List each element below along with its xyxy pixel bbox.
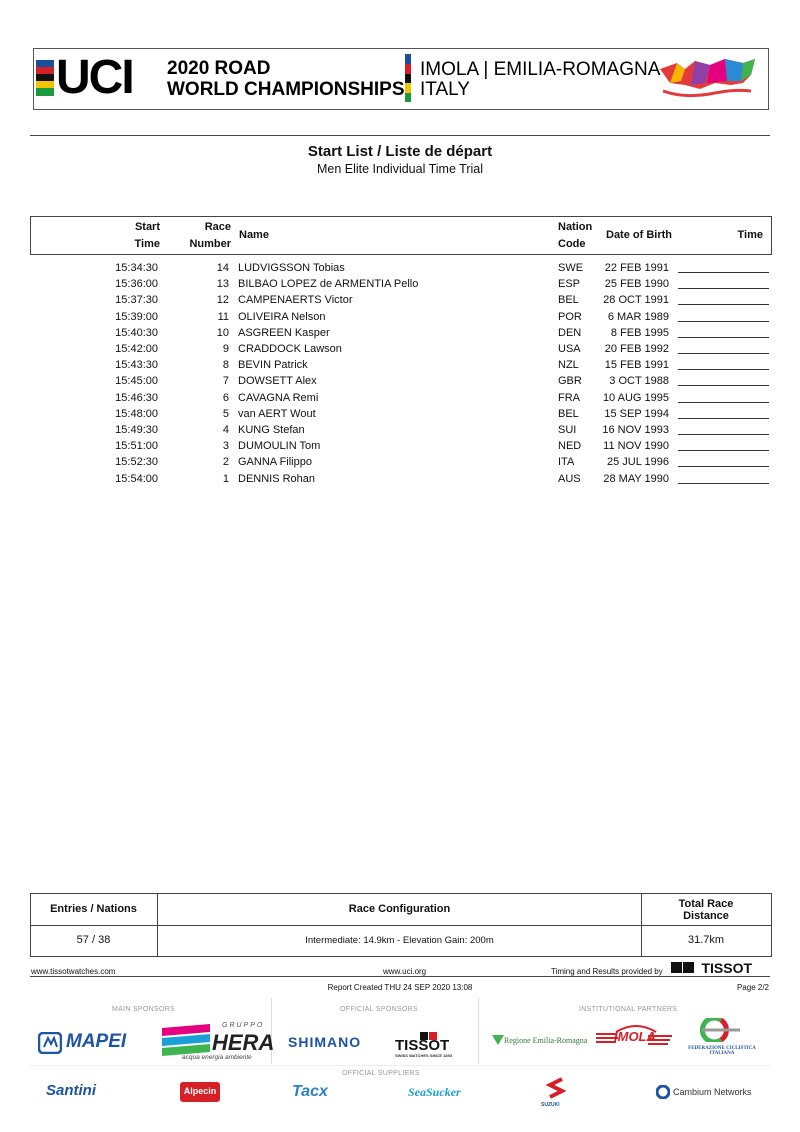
fci-logo: FEDERAZIONE CICLISTICA ITALIANA [688, 1046, 756, 1056]
rider-name: LUDVIGSSON Tobias [238, 262, 345, 274]
nation-code: DEN [558, 326, 582, 339]
seasucker-logo: SeaSucker [408, 1085, 461, 1099]
race-number: 12 [216, 294, 229, 307]
nation-code: ESP [558, 278, 581, 291]
table-header [30, 216, 772, 255]
time-entry-line [678, 337, 769, 338]
nation-code: ITA [558, 456, 575, 469]
date-of-birth: 25 JUL 1996 [607, 456, 669, 469]
nation-code: NZL [558, 359, 579, 372]
date-of-birth: 10 AUG 1995 [602, 391, 669, 404]
distance-label [642, 898, 770, 922]
date-of-birth: 28 MAY 1990 [603, 472, 669, 485]
time-entry-line [678, 304, 769, 305]
rainbow-divider [405, 54, 411, 102]
col-start-time [135, 219, 160, 253]
time-entry-line [678, 434, 769, 435]
time-entry-line [678, 353, 769, 354]
tissot-timing-brand: TISSOT [701, 960, 753, 976]
start-time: 15:48:00 [115, 407, 158, 420]
rider-name: BILBAO LOPEZ de ARMENTIA Pello [238, 278, 419, 291]
footer-rule [30, 976, 770, 977]
venue-line-1: IMOLA | EMILIA-ROMAGNA [420, 59, 661, 80]
col-nation-line2: Code [558, 238, 586, 250]
start-time: 15:36:00 [115, 278, 158, 291]
table-row [30, 422, 770, 438]
nation-code: SUI [558, 424, 577, 436]
table-row [30, 309, 770, 325]
time-entry-line [678, 321, 769, 322]
event-title [167, 58, 405, 100]
col-start-line1: Start [134, 221, 160, 233]
start-time: 15:39:00 [115, 310, 158, 323]
rider-name: CAMPENAERTS Victor [238, 294, 353, 307]
table-row [30, 390, 770, 406]
start-time: 15:49:30 [115, 424, 158, 436]
nation-code: FRA [558, 391, 580, 404]
table-row [30, 325, 770, 341]
date-of-birth: 22 FEB 1991 [604, 262, 669, 274]
table-row [30, 276, 770, 292]
report-created: Report Created THU 24 SEP 2020 13:08 [327, 983, 473, 992]
time-entry-line [678, 418, 769, 419]
cambium-logo-icon [656, 1085, 670, 1099]
col-nation-line1: Nation [558, 221, 593, 233]
time-entry-line [678, 402, 769, 403]
table-row [30, 260, 770, 276]
race-number: 14 [216, 262, 229, 274]
date-of-birth: 16 NOV 1993 [602, 424, 669, 436]
nation-code: POR [558, 310, 582, 323]
venue [420, 60, 660, 100]
start-time: 15:51:00 [115, 440, 158, 453]
race-number: 3 [222, 440, 229, 453]
mapei-logo: MAPEI [66, 1031, 127, 1052]
rider-name: GANNA Filippo [238, 456, 312, 469]
nation-code: GBR [558, 375, 582, 388]
race-number: 4 [222, 424, 229, 436]
rider-name: CAVAGNA Remi [238, 391, 319, 404]
table-row [30, 454, 770, 470]
regione-flag-icon [492, 1035, 504, 1045]
date-of-birth: 25 FEB 1990 [604, 278, 669, 291]
rider-name: DENNIS Rohan [238, 472, 316, 485]
emilia-romagna-map-icon [655, 55, 760, 101]
table-row [30, 438, 770, 454]
date-of-birth: 20 FEB 1992 [604, 343, 669, 355]
rider-name: CRADDOCK Lawson [238, 343, 342, 355]
hera-tagline: acqua energia ambiente [182, 1054, 252, 1061]
suzuki-logo-icon [544, 1077, 568, 1101]
date-of-birth: 15 SEP 1994 [604, 407, 669, 420]
alpecin-logo: Alpecin [183, 1086, 217, 1096]
date-of-birth: 11 NOV 1990 [603, 440, 669, 453]
entries-value: 57 / 38 [76, 934, 111, 946]
nation-code: USA [558, 343, 581, 355]
page-number: Page 2/2 [736, 983, 769, 992]
time-entry-line [678, 483, 769, 484]
col-start-line2: Time [134, 238, 160, 250]
imola-logo: IMOLA [614, 1029, 656, 1044]
institutional-label: INSTITUTIONAL PARTNERS [579, 1006, 678, 1013]
table-row [30, 357, 770, 373]
start-time: 15:46:30 [115, 391, 158, 404]
table-row [30, 292, 770, 308]
shimano-logo: SHIMANO [288, 1034, 362, 1050]
timing-credit: Timing and Results provided by [551, 967, 663, 976]
col-race-line1: Race [204, 221, 231, 233]
tissot-logo: TISSOT [395, 1037, 450, 1054]
tacx-logo: Tacx [292, 1083, 328, 1100]
nation-code: BEL [558, 294, 579, 307]
table-row [30, 406, 770, 422]
rider-name: BEVIN Patrick [238, 359, 308, 372]
col-nation [558, 219, 592, 253]
nation-code: AUS [558, 472, 581, 485]
race-number: 13 [216, 278, 229, 291]
event-line-2: WORLD CHAMPIONSHIPS [167, 79, 405, 100]
time-entry-line [678, 466, 769, 467]
official-sponsors-label: OFFICIAL SPONSORS [340, 1006, 418, 1013]
time-entry-line [678, 288, 769, 289]
start-time: 15:42:00 [115, 343, 158, 355]
tissot-tagline: SWISS WATCHES SINCE 1853 [395, 1053, 453, 1058]
tissot-timing-logo [671, 962, 752, 974]
uci-logo: UCI [56, 51, 133, 104]
header-rule [30, 135, 770, 136]
date-of-birth: 15 FEB 1991 [604, 359, 669, 372]
start-time: 15:40:30 [115, 326, 158, 339]
race-number: 10 [216, 326, 229, 339]
hera-logo: HERA [212, 1030, 275, 1055]
regione-logo: Regione Emilia-Romagna [504, 1036, 588, 1045]
date-of-birth: 28 OCT 1991 [603, 294, 669, 307]
uci-rainbow-stripes [36, 60, 54, 96]
race-number: 8 [222, 359, 229, 372]
nation-code: BEL [558, 407, 579, 420]
sponsor-divider-h [30, 1065, 770, 1066]
sponsor-divider-2 [478, 998, 479, 1064]
col-name: Name [239, 229, 269, 241]
config-value: Intermediate: 14.9km - Elevation Gain: 200m [305, 935, 494, 946]
suzuki-logo: SUZUKI [541, 1102, 560, 1108]
table-row [30, 373, 770, 389]
rider-name: DUMOULIN Tom [238, 440, 321, 453]
race-number: 2 [222, 456, 229, 469]
config-label: Race Configuration [348, 903, 451, 915]
tissot-url[interactable]: www.tissotwatches.com [31, 967, 116, 976]
event-line-1: 2020 ROAD [167, 58, 271, 79]
suppliers-label: OFFICIAL SUPPLIERS [342, 1070, 420, 1077]
date-of-birth: 6 MAR 1989 [607, 310, 669, 323]
mapei-logo-icon [38, 1032, 62, 1054]
tissot-cross-icon-2 [683, 962, 694, 973]
start-time: 15:52:30 [115, 456, 158, 469]
nation-code: SWE [558, 262, 584, 274]
rider-name: van AERT Wout [238, 407, 316, 420]
race-number: 5 [222, 407, 229, 420]
date-of-birth: 8 FEB 1995 [610, 326, 669, 339]
table-row [30, 341, 770, 357]
time-entry-line [678, 272, 769, 273]
col-race-line2: Number [189, 238, 231, 250]
entries-label: Entries / Nations [50, 903, 137, 915]
table-row [30, 471, 770, 487]
time-entry-line [678, 369, 769, 370]
fci-logo-icon [698, 1018, 744, 1042]
start-time: 15:54:00 [115, 472, 158, 485]
distance-label-2: Distance [683, 910, 729, 922]
race-number: 7 [222, 375, 229, 388]
start-time: 15:45:00 [115, 375, 158, 388]
date-of-birth: 3 OCT 1988 [609, 375, 669, 388]
nation-code: NED [558, 440, 582, 453]
race-number: 6 [222, 391, 229, 404]
santini-logo: Santini [46, 1082, 97, 1099]
col-dob: Date of Birth [606, 229, 672, 241]
hera-group: GRUPPO [222, 1022, 265, 1029]
start-time: 15:37:30 [115, 294, 158, 307]
col-race-number [189, 219, 231, 253]
distance-label-1: Total Race [678, 898, 734, 910]
rider-name: ASGREEN Kasper [238, 326, 330, 339]
page-subtitle: Men Elite Individual Time Trial [316, 162, 484, 176]
time-entry-line [678, 385, 769, 386]
page-title: Start List / Liste de départ [307, 143, 493, 160]
rider-name: OLIVEIRA Nelson [238, 310, 326, 323]
rider-name: KUNG Stefan [238, 424, 305, 436]
col-time: Time [737, 229, 763, 241]
race-number: 1 [222, 472, 229, 485]
time-entry-line [678, 450, 769, 451]
start-time: 15:34:30 [115, 262, 158, 274]
cambium-logo: Cambium Networks [673, 1087, 752, 1097]
start-time: 15:43:30 [115, 359, 158, 372]
uci-url[interactable]: www.uci.org [383, 967, 427, 976]
summary-divider-h [30, 925, 771, 926]
race-number: 11 [217, 310, 229, 323]
distance-value: 31.7km [687, 934, 725, 946]
rider-name: DOWSETT Alex [238, 375, 317, 388]
tissot-cross-icon [671, 962, 682, 973]
main-sponsors-label: MAIN SPONSORS [112, 1006, 176, 1013]
venue-line-2: ITALY [420, 79, 470, 100]
race-number: 9 [222, 343, 229, 355]
